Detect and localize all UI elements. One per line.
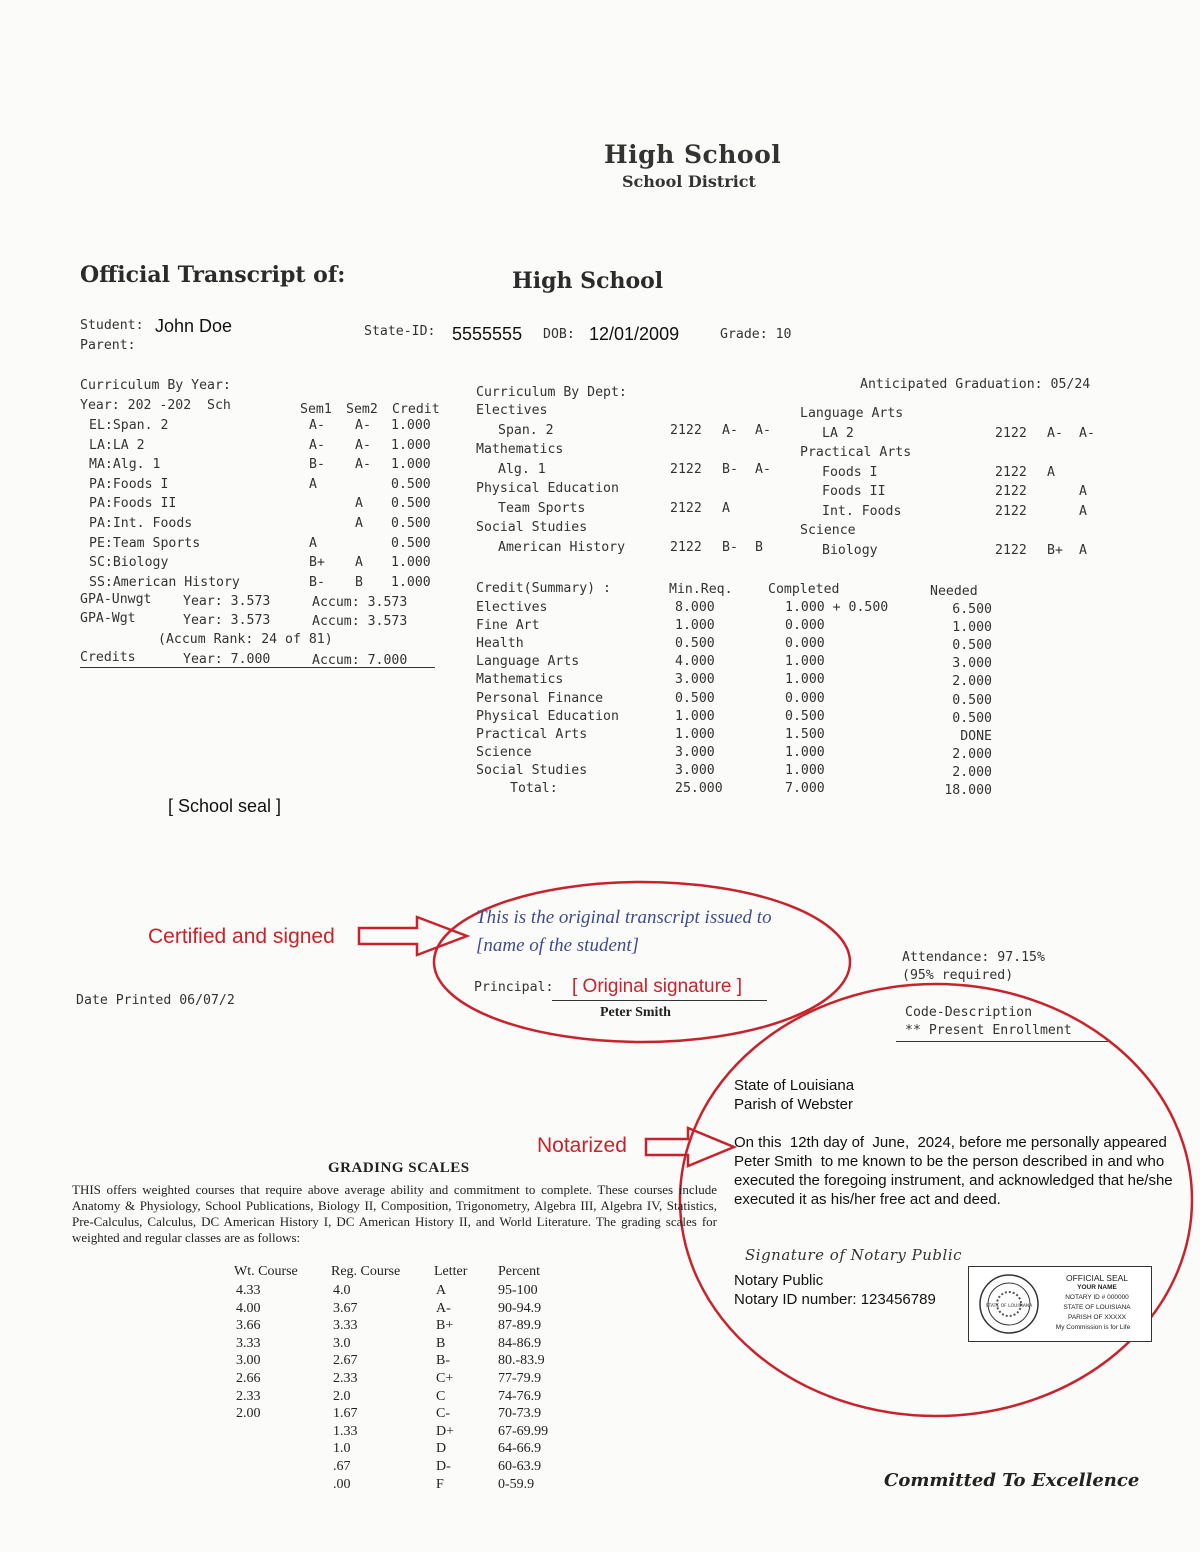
school-seal-placeholder: [ School seal ] <box>168 796 282 816</box>
notary-title: Notary Public <box>734 1272 824 1289</box>
school-motto: Committed To Excellence <box>884 1470 1140 1491</box>
dept-course-term: 2122 <box>670 461 702 477</box>
gs-regular: 3.67 <box>333 1300 358 1316</box>
gs-percent: 80.-83.9 <box>498 1353 545 1369</box>
gs-letter: D- <box>436 1459 451 1474</box>
summary-min-req: 1.000 <box>675 708 715 724</box>
gs-percent: 90-94.9 <box>498 1300 542 1316</box>
notary-statement: On this 12th day of June, 2024, before me personally appeared Peter Smith to me known to be the person described in and who executed the foregoing instrument, and acknowledged that he/she executed it as his/her free act and deed. <box>734 1134 1180 1208</box>
gs-regular: 1.0 <box>333 1441 351 1457</box>
year-course-credit: 0.500 <box>391 535 431 551</box>
summary-min-req: 1.000 <box>675 618 715 634</box>
summary-needed: DONE <box>960 728 992 744</box>
gpa-wgt-accum: Accum: 3.573 <box>312 614 408 629</box>
gs-percent: 64-66.9 <box>498 1441 542 1457</box>
summary-completed: 0.000 <box>785 618 825 634</box>
gs-col-letter: Letter <box>434 1264 468 1279</box>
gs-percent: 67-69.99 <box>498 1423 549 1439</box>
dob-label: DOB: <box>543 327 575 342</box>
gs-col-wt: Wt. Course <box>234 1264 298 1279</box>
state-id-label: State-ID: <box>364 324 436 339</box>
gs-regular: 2.33 <box>333 1371 358 1386</box>
credits-row <box>80 650 435 668</box>
year-course-sem2: A <box>355 516 363 531</box>
gs-percent: 70-73.9 <box>498 1406 542 1422</box>
stamp-commission: My Commission is for Life <box>1055 1324 1131 1331</box>
summary-completed: 1.000 <box>785 672 825 688</box>
state-id-value: 5555555 <box>452 324 523 344</box>
grading-scales-paragraph: THIS offers weighted courses that require above average ability and commitment to complete. These courses include Anatomy & Physiology, School Publications, Biology II, Composition, Trigonometry, Algebra III, Algebra IV, Statistics, Pre-Calculus, Calculus, DC American History I, DC American History II, and World Literature. The grading scales for weighted and regular classes are as follows: <box>72 1182 717 1245</box>
summary-completed: 7.000 <box>785 781 825 796</box>
summary-needed: 6.500 <box>952 602 992 617</box>
gpa-unwgt-label: GPA-Unwgt <box>80 592 152 607</box>
gs-letter: D <box>436 1441 447 1457</box>
year-course-name: MA:Alg. 1 <box>89 457 161 473</box>
stamp-name: YOUR NAME <box>1077 1284 1117 1291</box>
summary-min-req: 0.500 <box>675 636 715 652</box>
summary-needed: 0.500 <box>952 692 992 708</box>
dept-course-term: 2122 <box>670 500 702 516</box>
summary-completed: 1.000 <box>785 654 825 670</box>
grading-scales-title: GRADING SCALES <box>328 1160 470 1176</box>
dept-course-grade2: A- <box>1079 425 1095 441</box>
dept-course-grade1: A <box>722 500 730 516</box>
summary-area: Total: <box>510 781 558 796</box>
gs-col-percent: Percent <box>498 1264 540 1279</box>
gs-letter: C+ <box>436 1371 454 1386</box>
summary-min-req: 8.000 <box>675 600 715 615</box>
notary-stamp <box>968 1266 1152 1342</box>
notary-signature: Signature of Notary Public <box>745 1246 963 1264</box>
dept-course-grade2: A <box>1079 542 1087 558</box>
stamp-heading: OFFICIAL SEAL <box>1065 1273 1129 1283</box>
principal-name: Peter Smith <box>600 1005 671 1020</box>
notarized-annotation: Notarized <box>537 1134 627 1157</box>
summary-needed: 1.000 <box>952 620 992 636</box>
col-sem2: Sem2 <box>346 402 378 417</box>
dept-course-grade1: A- <box>1047 425 1063 441</box>
gs-percent: 60-63.9 <box>498 1459 542 1474</box>
year-course-sem1: A <box>309 476 317 492</box>
summary-needed: 18.000 <box>944 783 992 798</box>
state-seal-icon <box>978 1273 1040 1335</box>
stamp-parish: PARISH OF XXXXX <box>1067 1314 1127 1321</box>
summary-area: Physical Education <box>476 708 619 724</box>
gpa-unwgt-year: Year: 3.573 <box>183 594 271 609</box>
dept-course-term: 2122 <box>995 503 1027 519</box>
year-course-sem1: A- <box>309 418 325 433</box>
school-header-title: High School <box>604 140 782 169</box>
gs-letter: F <box>436 1476 444 1492</box>
year-course-name: PA:Foods II <box>89 496 177 512</box>
year-course-sem2: A <box>355 496 363 512</box>
dob-value: 12/01/2009 <box>589 324 680 344</box>
parent-label: Parent: <box>80 338 136 353</box>
year-course-credit: 1.000 <box>391 555 431 571</box>
code-description-title: Code-Description <box>905 1005 1033 1020</box>
summary-min-req: 3.000 <box>675 744 715 760</box>
year-course-credit: 1.000 <box>391 418 431 433</box>
summary-min-req: 4.000 <box>675 654 715 670</box>
gs-letter: C- <box>436 1406 450 1422</box>
dept-course-name: LA 2 <box>822 425 854 441</box>
gs-weighted: 3.33 <box>236 1335 261 1351</box>
dept-course-grade1: A <box>1047 464 1055 480</box>
stamp-state: STATE OF LOUISIANA <box>1063 1304 1131 1311</box>
dept-course-name: Foods I <box>822 464 878 480</box>
gs-regular: .67 <box>333 1459 351 1474</box>
gs-percent: 0-59.9 <box>498 1476 535 1492</box>
credits-year: Year: 7.000 <box>183 652 271 667</box>
school-district-subtitle: School District <box>622 172 756 191</box>
curriculum-by-dept-title: Curriculum By Dept: <box>476 385 627 400</box>
summary-area: Health <box>476 636 524 652</box>
dept-heading: Language Arts <box>800 406 904 421</box>
transcript-school-name: High School <box>512 268 664 294</box>
year-course-name: PE:Team Sports <box>89 535 201 551</box>
dept-course-grade2: A <box>1079 503 1087 519</box>
dept-course-grade2: A- <box>755 461 771 477</box>
dept-course-term: 2122 <box>670 539 702 555</box>
summary-needed: 0.500 <box>952 638 992 654</box>
gs-regular: 3.33 <box>333 1318 358 1334</box>
gs-regular: 2.0 <box>333 1388 351 1404</box>
gs-regular: 1.67 <box>333 1406 358 1422</box>
year-course-sem2: A- <box>355 457 371 473</box>
summary-completed: 0.000 <box>785 690 825 706</box>
gs-regular: 1.33 <box>333 1423 358 1439</box>
gs-letter: A- <box>436 1300 451 1316</box>
year-course-credit: 1.000 <box>391 437 431 453</box>
gs-col-reg: Reg. Course <box>331 1264 401 1279</box>
code-present-enrollment: ** Present Enrollment <box>905 1023 1072 1038</box>
gs-percent: 74-76.9 <box>498 1388 542 1404</box>
summary-completed: 1.500 <box>785 726 825 742</box>
year-course-name: PA:Foods I <box>89 476 169 492</box>
dept-course-name: Foods II <box>822 484 886 499</box>
summary-completed: 1.000 <box>785 744 825 760</box>
grade-label: Grade: 10 <box>720 327 792 342</box>
col-needed: Needed <box>930 584 978 599</box>
gs-letter: B <box>436 1335 446 1351</box>
gs-regular: 4.0 <box>333 1283 351 1298</box>
summary-area: Social Studies <box>476 762 588 778</box>
gpa-wgt-label: GPA-Wgt <box>80 611 136 626</box>
year-course-name: LA:LA 2 <box>89 437 145 453</box>
gs-percent: 95-100 <box>498 1283 538 1298</box>
certified-annotation: Certified and signed <box>148 925 335 948</box>
transcript-title: Official Transcript of: <box>80 262 346 288</box>
year-course-name: PA:Int. Foods <box>89 516 193 531</box>
anticipated-graduation: Anticipated Graduation: 05/24 <box>860 377 1091 392</box>
arrow-right-icon <box>642 1125 742 1171</box>
gs-weighted: 3.66 <box>236 1318 261 1334</box>
dept-course-grade1: A- <box>722 422 738 438</box>
summary-area: Fine Art <box>476 618 540 634</box>
year-course-credit: 1.000 <box>391 574 431 590</box>
year-course-sem2: A- <box>355 418 371 433</box>
gs-weighted: 2.33 <box>236 1388 261 1404</box>
credits-accum: Accum: 7.000 <box>312 653 408 668</box>
year-course-sem2: A- <box>355 437 371 453</box>
dept-course-grade1: B+ <box>1047 542 1063 558</box>
dept-course-grade2: A- <box>755 422 771 438</box>
gs-regular: 2.67 <box>333 1353 358 1369</box>
dept-heading: Physical Education <box>476 481 619 496</box>
gs-regular: .00 <box>333 1476 351 1492</box>
attendance-line-1: Attendance: 97.15% <box>902 950 1045 965</box>
summary-needed: 2.000 <box>952 746 992 762</box>
year-course-sem1: B- <box>309 574 325 590</box>
summary-min-req: 1.000 <box>675 726 715 742</box>
accum-rank: (Accum Rank: 24 of 81) <box>158 632 333 647</box>
summary-min-req: 3.000 <box>675 672 715 688</box>
year-course-sem1: B- <box>309 457 325 473</box>
year-course-name: SC:Biology <box>89 555 169 571</box>
dept-course-term: 2122 <box>995 542 1027 558</box>
dept-course-name: American History <box>498 539 626 555</box>
summary-completed: 1.000 <box>785 762 825 778</box>
summary-completed: 0.000 <box>785 636 825 652</box>
gs-percent: 84-86.9 <box>498 1335 542 1351</box>
dept-course-grade1: B- <box>722 461 738 477</box>
dept-heading: Social Studies <box>476 520 588 535</box>
attendance-line-2: (95% required) <box>902 968 1014 983</box>
notary-parish: Parish of Webster <box>734 1096 853 1113</box>
dept-course-grade2: B <box>755 539 763 555</box>
student-label: Student: <box>80 318 144 333</box>
summary-completed: 1.000 + 0.500 <box>785 600 889 615</box>
year-course-credit: 1.000 <box>391 457 431 473</box>
col-credit: Credit <box>392 402 440 417</box>
gs-letter: C <box>436 1388 446 1404</box>
gs-weighted: 3.00 <box>236 1353 261 1369</box>
summary-area: Language Arts <box>476 654 580 670</box>
summary-area: Science <box>476 744 532 760</box>
gs-letter: D+ <box>436 1423 455 1439</box>
summary-needed: 0.500 <box>952 710 992 726</box>
dept-course-grade2: A <box>1079 484 1087 499</box>
dept-course-name: Span. 2 <box>498 422 554 438</box>
col-sem1: Sem1 <box>300 402 332 417</box>
dept-course-grade1: B- <box>722 539 738 555</box>
gs-percent: 87-89.9 <box>498 1318 542 1334</box>
dept-heading: Electives <box>476 403 548 418</box>
summary-area: Personal Finance <box>476 690 604 706</box>
year-course-sem1: B+ <box>309 555 325 571</box>
year-course-credit: 0.500 <box>391 516 431 531</box>
year-course-sem1: A <box>309 535 317 551</box>
gs-weighted: 2.66 <box>236 1371 261 1386</box>
summary-min-req: 25.000 <box>675 781 723 796</box>
notary-id: Notary ID number: 123456789 <box>734 1291 936 1308</box>
gs-letter: B+ <box>436 1318 454 1334</box>
dept-course-term: 2122 <box>995 464 1027 480</box>
summary-min-req: 0.500 <box>675 690 715 706</box>
dept-course-name: Int. Foods <box>822 503 902 519</box>
stamp-id: NOTARY ID # 000000 <box>1065 1294 1129 1301</box>
year-course-credit: 0.500 <box>391 496 431 512</box>
dept-course-name: Team Sports <box>498 500 586 516</box>
year-course-sem1: A- <box>309 437 325 453</box>
dept-course-term: 2122 <box>995 425 1027 441</box>
gpa-unwgt-accum: Accum: 3.573 <box>312 595 408 610</box>
date-printed: Date Printed 06/07/2 <box>76 993 235 1008</box>
summary-area: Mathematics <box>476 672 564 688</box>
curriculum-by-year-title: Curriculum By Year: <box>80 378 231 393</box>
gs-regular: 3.0 <box>333 1335 351 1351</box>
dept-course-term: 2122 <box>995 484 1027 499</box>
principal-label: Principal: <box>474 980 554 995</box>
year-course-name: EL:Span. 2 <box>89 418 169 433</box>
gs-weighted: 2.00 <box>236 1406 261 1422</box>
gs-weighted: 4.33 <box>236 1283 261 1298</box>
dept-heading: Science <box>800 523 856 538</box>
dept-course-name: Alg. 1 <box>498 461 546 477</box>
col-min-req: Min.Req. <box>669 582 733 597</box>
gs-weighted: 4.00 <box>236 1300 261 1316</box>
year-course-name: SS:American History <box>89 574 240 590</box>
gs-letter: A <box>436 1283 447 1298</box>
dept-course-term: 2122 <box>670 422 702 438</box>
certification-line-2: [name of the student] <box>476 935 640 956</box>
credits-label: Credits <box>80 650 136 665</box>
gs-letter: B- <box>436 1353 450 1369</box>
year-line: Year: 202 -202 Sch <box>80 398 231 413</box>
summary-area: Practical Arts <box>476 726 588 742</box>
seal-lettering: STATE OF LOUISIANA <box>985 1304 1033 1309</box>
gpa-wgt-year: Year: 3.573 <box>183 613 271 628</box>
summary-needed: 2.000 <box>952 764 992 780</box>
dept-heading: Mathematics <box>476 442 564 457</box>
summary-needed: 3.000 <box>952 656 992 672</box>
gs-percent: 77-79.9 <box>498 1371 542 1386</box>
credit-summary-title: Credit(Summary) : <box>476 581 611 596</box>
year-course-sem2: B <box>355 574 363 590</box>
summary-area: Electives <box>476 600 548 615</box>
summary-min-req: 3.000 <box>675 762 715 778</box>
year-course-sem2: A <box>355 555 363 571</box>
summary-completed: 0.500 <box>785 708 825 724</box>
year-course-credit: 0.500 <box>391 476 431 492</box>
dept-heading: Practical Arts <box>800 445 912 460</box>
principal-signature: [ Original signature ] <box>572 976 743 997</box>
col-completed: Completed <box>768 582 840 597</box>
certification-line-1: This is the original transcript issued to <box>476 907 772 928</box>
notary-state: State of Louisiana <box>734 1077 855 1094</box>
student-name: John Doe <box>155 316 233 336</box>
dept-course-name: Biology <box>822 542 878 558</box>
summary-needed: 2.000 <box>952 674 992 690</box>
